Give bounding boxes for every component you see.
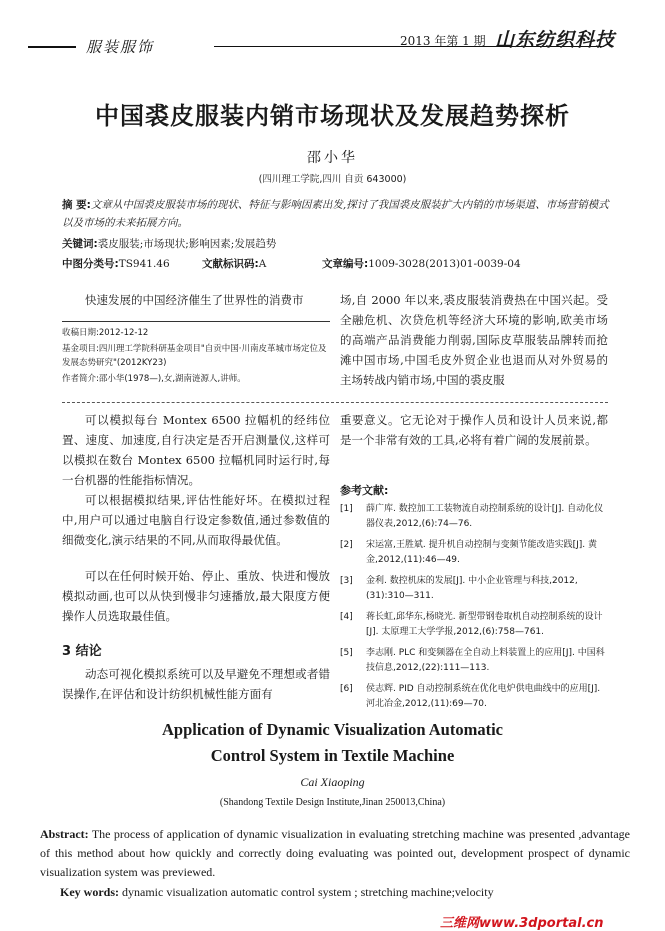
reference-number: [3]: [340, 576, 353, 586]
classification-line: [62, 256, 622, 271]
doc-code-value: A: [258, 258, 267, 270]
reference-item: [340, 682, 610, 712]
prev-paragraph: 可以在任何时候开始、停止、重放、快进和慢放模拟动画,也可以从快到慢非匀速播放,最大限度方便操作人员选取最佳值。: [62, 569, 330, 623]
article-title-cn: 中国裘皮服装内销市场现状及发展趋势探析: [95, 102, 570, 130]
english-keywords-text: dynamic visualization automatic control system ; stretching machine;velocity: [122, 885, 494, 899]
reference-item: [340, 502, 610, 532]
reference-number: [5]: [340, 648, 353, 658]
conclusion-text: 动态可视化模拟系统可以及早避免不理想或者错误操作,在评估和设计纺织机械性能方面有: [62, 667, 330, 701]
english-keywords-label: Key words:: [60, 885, 119, 899]
reference-number: [1]: [340, 504, 353, 514]
reference-text: 蒋长虹,邱华东,杨晓光. 新型带钢卷取机自动控制系统的设计[J]. 太原理工大学学报,2012,(6):758—761.: [366, 612, 603, 637]
footnote-received: 收稿日期:2012-12-12: [62, 328, 149, 338]
keywords-label: 关键词:: [62, 238, 98, 250]
prev-paragraph: 可以模拟每台 Montex 6500 拉幅机的经纬位置、速度、加速度,自行决定是否开启测量仪,这样可以模拟在数台 Montex 6500 拉幅机同时运行时,每一台机器的性能指标情况。: [62, 413, 330, 487]
doc-code-label: 文献标识码:: [202, 258, 259, 270]
watermark: 三维网www.3dportal.cn: [440, 916, 604, 931]
article-no-label: 文章编号:: [322, 258, 369, 270]
footnote-rule: [62, 321, 330, 322]
abstract-label: 摘 要:: [62, 199, 91, 211]
english-abstract: [40, 825, 630, 882]
section-heading: 3 结论: [62, 644, 102, 659]
english-author: Cai Xiaoping: [300, 775, 365, 789]
body-right: 场,自 2000 年以来,裘皮服装消费热在中国兴起。受全融危机、次贷危机等经济大环境的影响,欧美市场的高端产品消费能力削弱,国际皮草服装品牌转而抢滩中国市场,中国毛皮外贸企业也退而从对外贸易的主场转战内销市场,中国的裘皮服: [340, 293, 608, 387]
keywords-cn: [62, 236, 276, 251]
english-title-line: Application of Dynamic Visualization Automatic: [161, 720, 503, 739]
conclusion-continued: 重要意义。它无论对于操作人员和设计人员来说,都是一个非常有效的工具,必将有着广阔的发展前景。: [340, 413, 608, 447]
reference-number: [2]: [340, 540, 353, 550]
abstract-cn: [62, 196, 612, 232]
article-no-value: 1009-3028(2013)01-0039-04: [368, 258, 521, 270]
reference-text: 宋运富,王胜斌. 提升机自动控制与变频节能改造实践[J]. 黄金,2012,(11):46—49.: [366, 540, 597, 565]
reference-number: [6]: [340, 684, 353, 694]
english-title: [0, 717, 665, 769]
reference-text: 李志刚. PLC 和变频器在全自动上料装置上的应用[J]. 中国科技信息,2012,(22):111—113.: [366, 648, 605, 673]
references-list: [340, 502, 610, 718]
author-cn: 邵小华: [307, 150, 358, 166]
keywords-text: 裘皮服装;市场现状;影响因素;发展趋势: [97, 238, 277, 250]
section-label: 服装服饰: [86, 38, 155, 56]
references-title: 参考文献:: [340, 484, 389, 497]
reference-item: [340, 610, 610, 640]
english-keywords: [60, 885, 620, 900]
abstract-text: 文章从中国裘皮服装市场的现状、特征与影响因素出发,探讨了我国裘皮服装扩大内销的市场渠道、市场营销模式以及市场的未来拓展方向。: [62, 199, 609, 229]
clc-label: 中图分类号:: [62, 258, 119, 270]
reference-item: [340, 574, 610, 604]
reference-text: 侯志辉. PID 自动控制系统在优化电炉供电曲线中的应用[J]. 河北冶金,2012,(11):69—70.: [366, 684, 601, 709]
reference-item: [340, 538, 610, 568]
english-abstract-text: The process of application of dynamic visualization in evaluating stretching machine was presented ,advantage of this method about how quickly and correctly doing evaluating was pointed out, development prospect of dynamic visualization system was previewed.: [40, 827, 630, 879]
reference-number: [4]: [340, 612, 353, 622]
clc-value: TS941.46: [118, 258, 170, 270]
body-left: 快速发展的中国经济催生了世界性的消费市: [85, 293, 304, 307]
article-separator: [62, 402, 608, 403]
affiliation-cn: (四川理工学院,四川 自贡 643000): [258, 174, 407, 185]
reference-item: [340, 646, 610, 676]
english-affiliation: (Shandong Textile Design Institute,Jinan 250013,China): [219, 797, 446, 808]
english-abstract-label: Abstract:: [40, 827, 89, 841]
prev-paragraph: 可以根据模拟结果,评估性能好坏。在模拟过程中,用户可以通过电脑自行设定参数值,通过参数值的细微变化,演示结果的不同,从而取得最优值。: [62, 493, 330, 547]
footnote-fund: 基金项目:四川理工学院科研基金项目"自贡中国·川南皮革城市场定位及发展态势研究"(2012KY23): [62, 344, 327, 368]
reference-text: 薛广库. 数控加工工装物流自动控制系统的设计[J]. 自动化仪器仪表,2012,(6):74—76.: [366, 504, 604, 529]
reference-text: 金利. 数控机床的发展[J]. 中小企业管理与科技,2012,(31):310—311.: [366, 576, 578, 601]
header-rule-left: [28, 46, 76, 48]
journal-logo: 山东纺织科技: [495, 29, 616, 51]
issue-number: 2013 年第 1 期: [400, 34, 486, 48]
english-title-line: Control System in Textile Machine: [210, 746, 455, 765]
footnote-author: 作者简介:邵小华(1978—),女,湖南涟源人,讲师。: [62, 374, 246, 384]
